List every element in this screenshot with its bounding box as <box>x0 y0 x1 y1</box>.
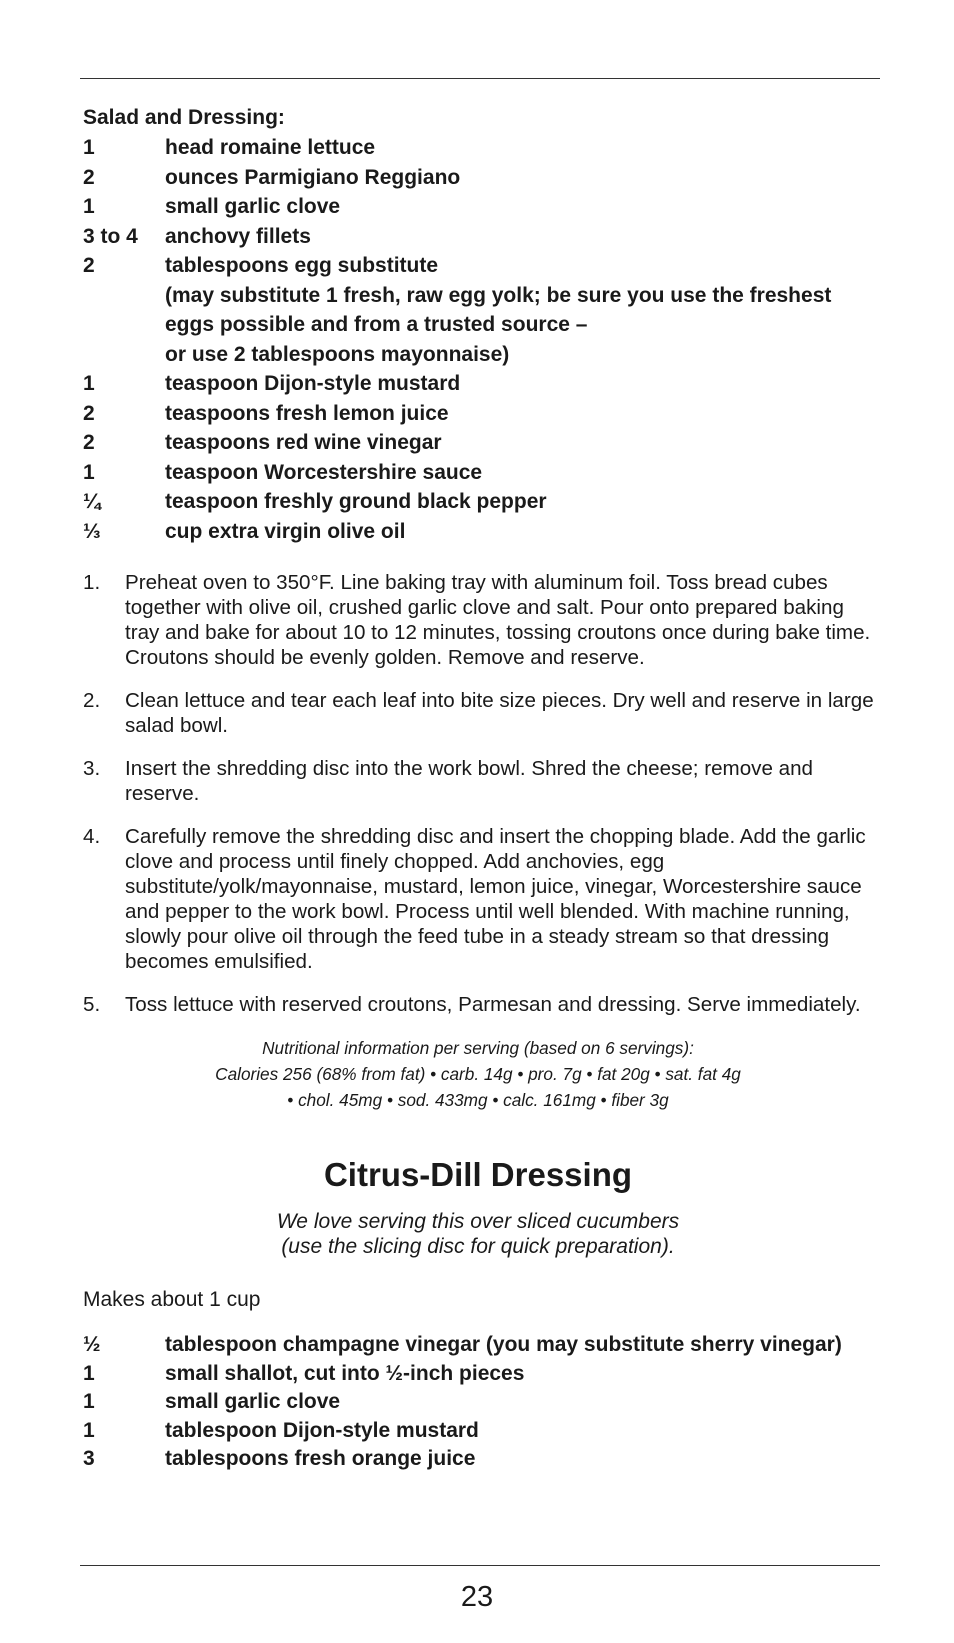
ingredient-text: small garlic clove <box>165 1390 341 1413</box>
ingredient-text: small garlic clove <box>165 195 341 218</box>
ingredient-text: cup extra virgin olive oil <box>165 519 406 543</box>
ingredient-list <box>83 1331 883 1474</box>
ingredient-text: head romaine lettuce <box>165 136 376 159</box>
ingredient-text: tablespoons egg substitute <box>165 254 439 277</box>
instruction-step <box>83 688 883 738</box>
ingredient-quantity: 1 <box>83 195 95 218</box>
step-text: Toss lettuce with reserved croutons, Parmesan and dressing. Serve immediately. <box>125 993 861 1016</box>
ingredient-quantity: 1 <box>83 1361 95 1385</box>
nutrition-info <box>83 1035 873 1113</box>
instruction-step <box>83 992 883 1017</box>
instruction-step <box>83 756 883 806</box>
ingredient-list <box>83 133 883 546</box>
ingredient-quantity: 2 <box>83 431 95 454</box>
ingredient-text: teaspoons red wine vinegar <box>165 431 442 454</box>
step-number: 2. <box>83 689 101 712</box>
ingredient-quantity: ¼ <box>83 490 101 513</box>
page-number: 23 <box>460 1581 494 1613</box>
ingredient-quantity: 1 <box>83 136 95 159</box>
bottom-rule <box>80 1565 880 1566</box>
ingredient-text: (may substitute 1 fresh, raw egg yolk; be sure you use the freshest eggs possible and from a trusted source – <box>165 283 832 336</box>
ingredient-item <box>83 399 883 429</box>
ingredient-quantity: 1 <box>83 460 95 484</box>
ingredient-item <box>83 428 883 458</box>
ingredient-text: anchovy fillets <box>165 224 311 248</box>
ingredient-text: teaspoon Dijon-style mustard <box>165 372 461 395</box>
ingredient-quantity: 3 to 4 <box>83 224 138 248</box>
step-number: 3. <box>83 757 101 780</box>
ingredient-text: teaspoon freshly ground black pepper <box>165 490 547 513</box>
recipe-intro <box>83 1209 873 1259</box>
ingredient-quantity: 2 <box>83 401 95 425</box>
nutrition-line: • chol. 45mg • sod. 433mg • calc. 161mg • fiber 3g <box>287 1090 669 1110</box>
step-number: 5. <box>83 993 101 1016</box>
ingredient-item <box>83 487 883 517</box>
ingredient-item <box>83 1445 883 1474</box>
ingredient-text: teaspoon Worcestershire sauce <box>165 460 483 484</box>
ingredient-quantity: 2 <box>83 165 95 189</box>
ingredient-item <box>83 133 883 163</box>
ingredient-item <box>83 369 883 399</box>
ingredient-item <box>83 458 883 488</box>
ingredient-text: or use 2 tablespoons mayonnaise) <box>165 342 510 366</box>
ingredient-item <box>83 222 883 252</box>
instruction-step <box>83 570 883 670</box>
step-number: 4. <box>83 825 101 848</box>
ingredient-quantity <box>83 340 165 370</box>
step-text: Clean lettuce and tear each leaf into bite size pieces. Dry well and reserve in large salad bowl. <box>125 689 874 737</box>
ingredient-item <box>83 1388 883 1417</box>
ingredient-text: tablespoon champagne vinegar (you may substitute sherry vinegar) <box>165 1333 842 1356</box>
ingredient-item <box>83 1417 883 1446</box>
ingredient-item <box>83 251 883 281</box>
ingredient-item <box>83 517 883 547</box>
ingredient-item <box>83 1331 883 1360</box>
ingredient-text: tablespoons fresh orange juice <box>165 1447 476 1470</box>
instruction-steps <box>83 570 883 1017</box>
intro-line: (use the slicing disc for quick preparation). <box>281 1235 675 1258</box>
ingredient-quantity: ½ <box>83 1333 101 1356</box>
ingredient-text: tablespoon Dijon-style mustard <box>165 1418 479 1442</box>
nutrition-line: Nutritional information per serving (based on 6 servings): <box>262 1038 694 1058</box>
step-text: Insert the shredding disc into the work bowl. Shred the cheese; remove and reserve. <box>125 757 813 805</box>
ingredient-item <box>83 1360 883 1389</box>
ingredient-quantity: ⅓ <box>83 519 101 543</box>
step-number: 1. <box>83 571 101 594</box>
ingredient-quantity: 1 <box>83 372 95 395</box>
recipe-title: Citrus-Dill Dressing <box>323 1156 633 1193</box>
ingredient-text: ounces Parmigiano Reggiano <box>165 165 461 189</box>
section-label: Salad and Dressing: <box>83 106 285 129</box>
page-content <box>83 103 883 1474</box>
step-text: Preheat oven to 350°F. Line baking tray with aluminum foil. Toss bread cubes together with olive oil, crushed garlic clove and salt. Pour onto prepared baking tray and bake for about 10 to 12 minutes, tossing croutons once during bake time. Croutons should be evenly golden. Remove and reserve. <box>125 571 871 669</box>
yield-text: Makes about 1 cup <box>83 1288 261 1311</box>
ingredient-quantity <box>83 281 165 340</box>
ingredient-quantity: 2 <box>83 254 95 277</box>
ingredient-text: small shallot, cut into ½-inch pieces <box>165 1361 525 1385</box>
ingredient-text: teaspoons fresh lemon juice <box>165 401 449 425</box>
ingredient-item <box>83 192 883 222</box>
ingredient-quantity: 1 <box>83 1418 95 1442</box>
nutrition-line: Calories 256 (68% from fat) • carb. 14g • pro. 7g • fat 20g • sat. fat 4g <box>215 1064 741 1084</box>
ingredient-item <box>83 163 883 193</box>
intro-line: We love serving this over sliced cucumbers <box>276 1210 680 1233</box>
ingredient-item <box>83 340 883 370</box>
ingredient-item <box>83 281 883 340</box>
ingredient-quantity: 3 <box>83 1447 95 1470</box>
instruction-step <box>83 824 883 974</box>
step-text: Carefully remove the shredding disc and insert the chopping blade. Add the garlic clove and process until finely chopped. Add anchovies, egg substitute/yolk/mayonnaise, mustard, lemon juice, vinegar, Worcestershire sauce and pepper to the work bowl. Process until well blended. With machine running, slowly pour olive oil through the feed tube in a steady stream so that dressing becomes emulsified. <box>125 825 866 973</box>
ingredient-quantity: 1 <box>83 1390 95 1413</box>
top-rule <box>80 78 880 79</box>
